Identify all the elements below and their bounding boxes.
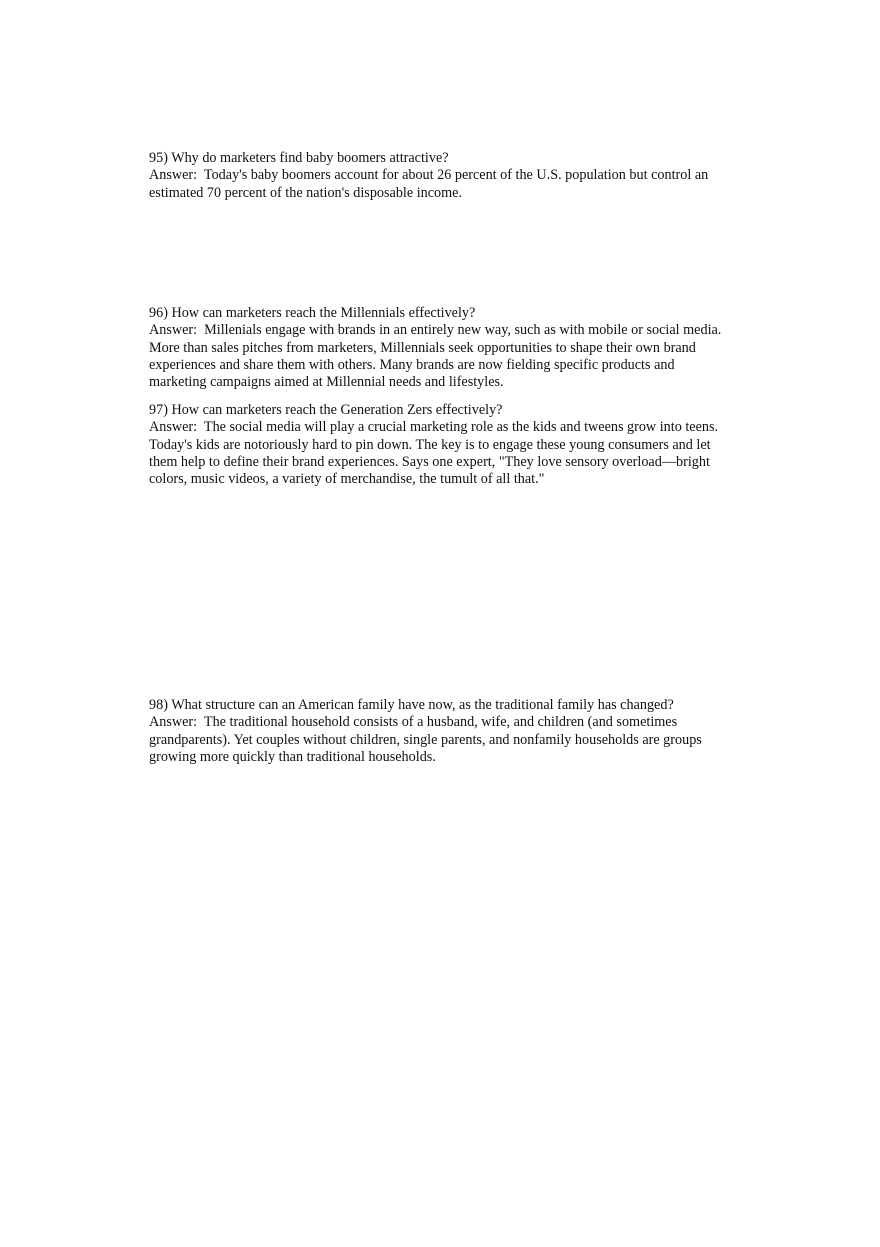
- answer-text-continued: Today's kids are notoriously hard to pin down. The key is to engage these young consumers and let them help to define their brand experiences. Says one expert, "They love sensory overload—bright colors, music videos, a variety of merchandise, the tumult of all that.": [149, 436, 715, 488]
- question-text: 96) How can marketers reach the Millennials effectively?: [149, 305, 476, 321]
- question-block-98: [149, 697, 734, 766]
- question-block-97: [149, 402, 734, 488]
- answer-text: Answer: Today's baby boomers account for about 26 percent of the U.S. population but control an estimated 70 percent of the nation's disposable income.: [149, 167, 712, 201]
- question-block-95: [149, 150, 734, 202]
- question-block-96: [149, 305, 734, 391]
- question-text: 98) What structure can an American family have now, as the traditional family has changed?: [149, 697, 674, 713]
- answer-text: Answer: The traditional household consists of a husband, wife, and children (and sometimes grandparents). Yet couples without children, single parents, and nonfamily households are groups growing more quickly than traditional households.: [149, 714, 706, 765]
- question-text: 97) How can marketers reach the Generation Zers effectively?: [149, 402, 503, 418]
- question-text: 95) Why do marketers find baby boomers attractive?: [149, 150, 449, 166]
- answer-text: Answer: Millenials engage with brands in an entirely new way, such as with mobile or social media. More than sales pitches from marketers, Millennials seek opportunities to shape their own brand experiences and share them with others. Many brands are now fielding specific products and marketing campaigns aimed at Millennial needs and lifestyles.: [149, 322, 725, 391]
- answer-text: Answer: The social media will play a crucial marketing role as the kids and tweens grow into teens.: [149, 419, 719, 436]
